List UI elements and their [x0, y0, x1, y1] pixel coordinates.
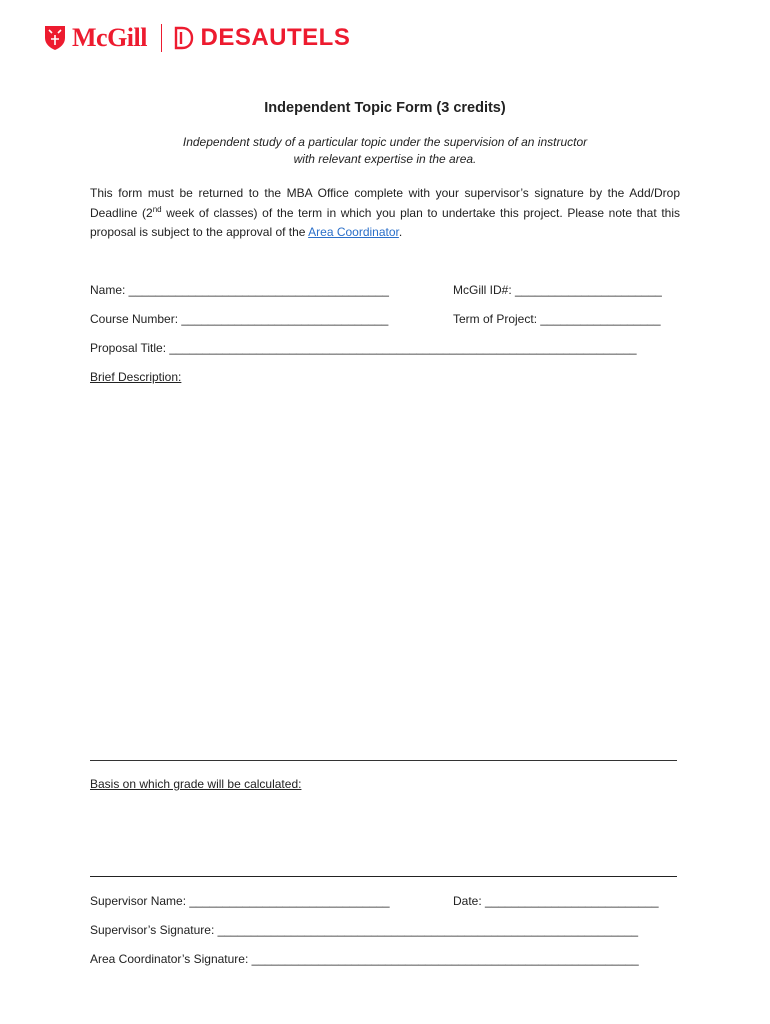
mcgill-logo: McGill: [72, 23, 147, 52]
desautels-logo: DESAUTELS: [200, 24, 351, 51]
description-end-rule: [90, 760, 677, 761]
intro-text-1: This form must be returned to the MBA Office complete with your supervisor’s signature by the Add/Drop Deadline (2: [90, 186, 680, 220]
course-number-field[interactable]: Course Number: _______________________________: [90, 312, 389, 326]
mcgill-shield-icon: [44, 25, 66, 51]
term-of-project-field[interactable]: Term of Project: __________________: [453, 312, 661, 326]
subtitle: [0, 134, 770, 168]
header-logos: [44, 22, 350, 54]
proposal-title-field[interactable]: Proposal Title: ______________________________________________________________________: [90, 341, 637, 355]
name-field[interactable]: Name: _______________________________________: [90, 283, 389, 297]
grade-basis-label: Basis on which grade will be calculated:: [90, 777, 302, 791]
subtitle-line-2: with relevant expertise in the area.: [293, 152, 477, 166]
subtitle-line-1: Independent study of a particular topic under the supervision of an instructor: [182, 135, 588, 149]
area-coordinator-signature-field[interactable]: Area Coordinator’s Signature: __________________________________________________________: [90, 952, 639, 966]
supervisor-name-field[interactable]: Supervisor Name: ______________________________: [90, 894, 390, 908]
intro-text-3: .: [398, 225, 403, 239]
intro-superscript: nd: [152, 204, 162, 214]
intro-text-2: week of classes) of the term in which you plan to undertake this project. Please note that this proposal is subject to the approval of the: [90, 205, 681, 239]
supervisor-signature-field[interactable]: Supervisor’s Signature: _______________________________________________________________: [90, 923, 639, 937]
brief-description-label: Brief Description:: [90, 370, 182, 384]
page-title: Independent Topic Form (3 credits): [264, 100, 506, 116]
desautels-mark-icon: [174, 26, 194, 50]
logo-separator: [161, 24, 163, 52]
mcgill-id-field[interactable]: McGill ID#: ______________________: [453, 283, 662, 297]
date-field[interactable]: Date: __________________________: [453, 894, 659, 908]
intro-paragraph: [90, 184, 680, 243]
area-coordinator-link[interactable]: Area Coordinator: [308, 225, 399, 239]
grade-basis-end-rule: [90, 876, 677, 877]
